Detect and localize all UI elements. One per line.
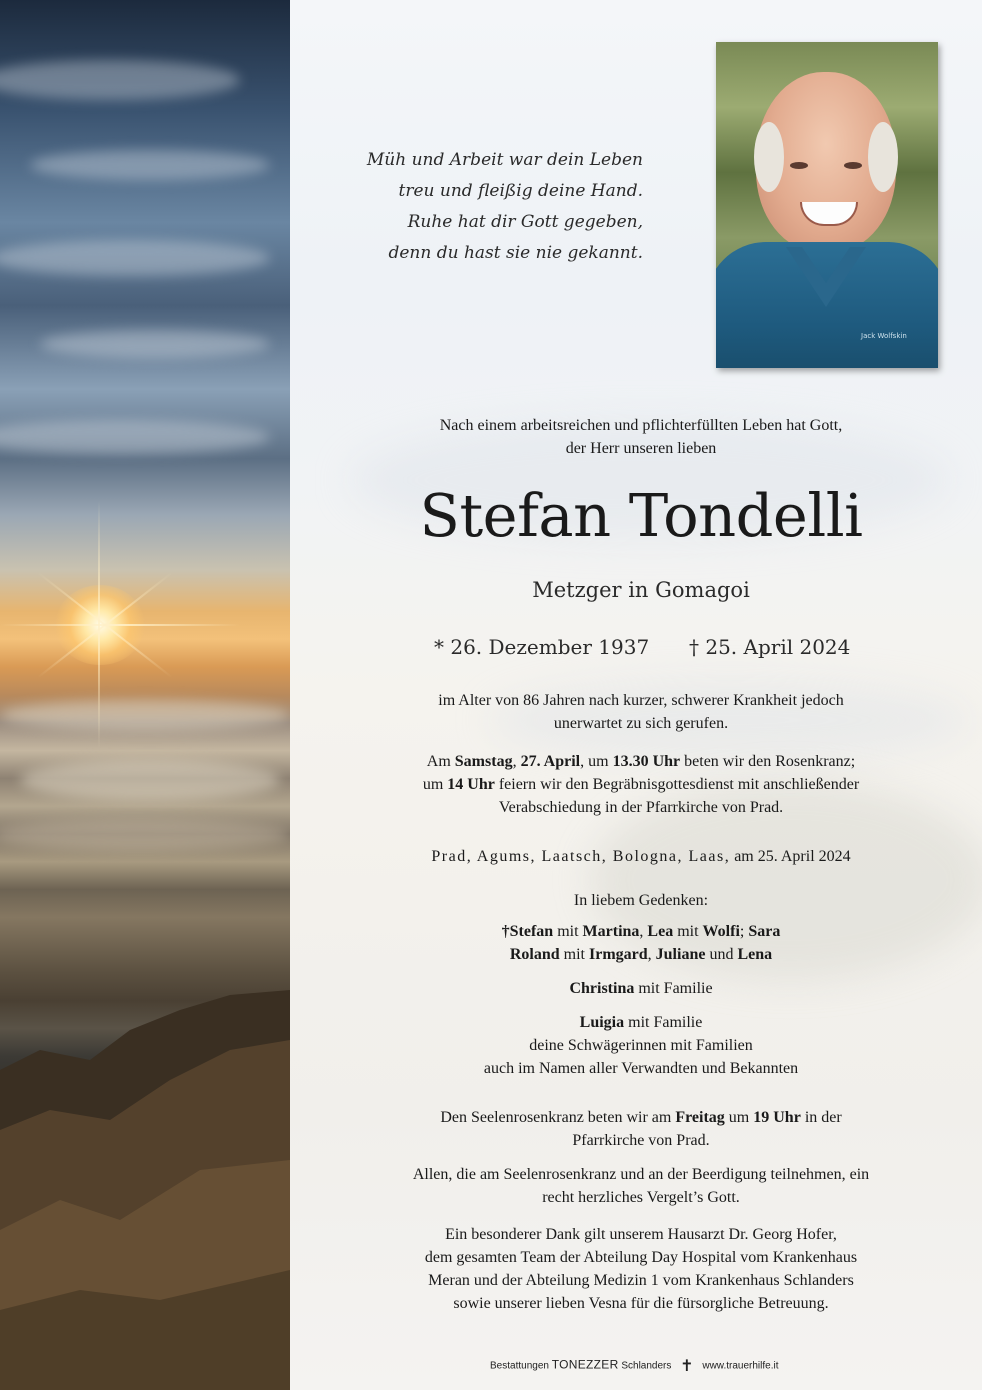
family-row: †Stefan mit Martina, Lea mit Wolfi; Sara — [501, 923, 781, 940]
family-list — [330, 920, 952, 966]
funeral-home-name: TONEZZER — [551, 1357, 619, 1372]
footer: Bestattungen TONEZZER Schlanders ✝ www.trauerhilfe.it — [490, 1357, 779, 1375]
place-and-date: Prad, Agums, Laatsch, Bologna, Laas, am 25. April 2024 — [431, 848, 851, 865]
occupation: Metzger in Gomagoi — [532, 578, 750, 602]
funeral-info: Am Samstag, 27. April, um 13.30 Uhr beten wir den Rosenkranz; um 14 Uhr feiern wir den Begräbnisgottesdienst mit anschließender Verabschiedung in der Pfarrkirche von Prad. — [422, 753, 860, 816]
poem-line: denn du hast sie nie gekannt. — [388, 243, 643, 263]
website-link[interactable]: www.trauerhilfe.it — [702, 1360, 779, 1372]
deceased-name: Stefan Tondelli — [419, 481, 863, 550]
poem — [300, 145, 643, 269]
sunset-landscape-photo — [0, 0, 290, 1390]
birth-date: * 26. Dezember 1937 — [434, 635, 650, 659]
intro-text: Nach einem arbeitsreichen und pflichterfüllten Leben hat Gott, der Herr unseren lieben — [439, 417, 843, 457]
rosary-info: Den Seelenrosenkranz beten wir am Freitag um 19 Uhr in der Pfarrkirche von Prad. — [440, 1109, 842, 1149]
poem-line: treu und fleißig deine Hand. — [398, 181, 643, 201]
poem-line: Ruhe hat dir Gott gegeben, — [407, 212, 643, 232]
special-thanks-text: Ein besonderer Dank gilt unserem Hausarzt Dr. Georg Hofer, dem gesamten Team der Abteilung Day Hospital vom Krankenhaus Meran und der Abteilung Medizin 1 vom Krankenhaus Schlanders sowie unserer lieben Vesna für die fürsorgliche Betreuung. — [424, 1226, 858, 1312]
age-text: im Alter von 86 Jahren nach kurzer, schwerer Krankheit jedoch unerwartet zu sich gerufen. — [438, 692, 844, 732]
death-date: † 25. April 2024 — [689, 635, 851, 659]
mountain-silhouette — [0, 990, 290, 1390]
thanks-text: Allen, die am Seelenrosenkranz und an der Beerdigung teilnehmen, ein recht herzliches Vergelt’s Gott. — [412, 1166, 870, 1206]
dove-cross-icon: ✝ — [680, 1358, 694, 1375]
family-row: Christina mit Familie — [569, 980, 713, 997]
family-row: Luigia mit Familie deine Schwägerinnen mit Familien auch im Namen aller Verwandten und Bekannten — [483, 1014, 799, 1077]
jacket-logo: Jack Wolfskin — [861, 332, 907, 340]
family-row: Roland mit Irmgard, Juliane und Lena — [509, 946, 773, 963]
portrait-photo — [716, 42, 938, 368]
poem-line: Müh und Arbeit war dein Leben — [366, 150, 643, 170]
memory-header: In liebem Gedenken: — [573, 892, 709, 909]
